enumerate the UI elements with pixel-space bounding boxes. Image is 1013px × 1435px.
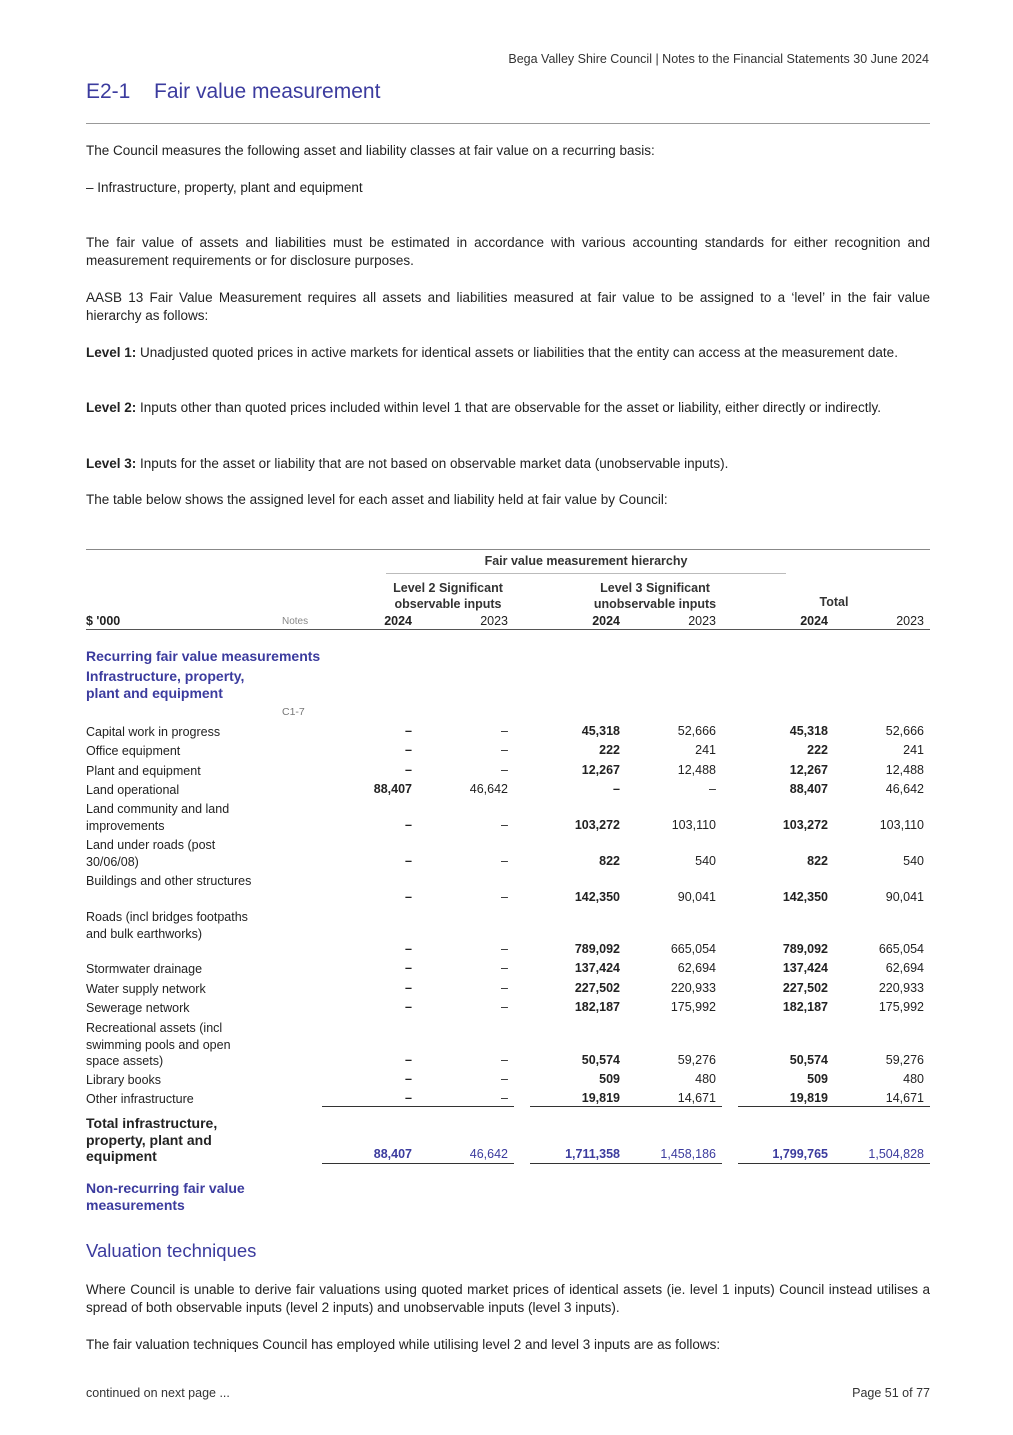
total-rule — [738, 1163, 930, 1164]
group-header: Fair value measurement hierarchy — [484, 554, 688, 568]
row-label: Land under roads (post 30/06/08) — [86, 838, 216, 869]
table-cell: 50,574 — [789, 1053, 828, 1067]
table-intro-paragraph: The table below shows the assigned level for each asset and liability held at fair value by Council: — [86, 492, 668, 507]
table-cell: 241 — [695, 743, 716, 757]
unit-label: $ '000 — [86, 614, 121, 628]
row-label: Stormwater drainage — [86, 962, 203, 976]
table-cell: – — [405, 981, 412, 995]
table-cell: – — [405, 1053, 412, 1067]
row-label: Library books — [86, 1073, 162, 1087]
table-cell: 46,642 — [885, 782, 924, 796]
level2-text: Inputs other than quoted prices included within level 1 that are observable for the asset or liability, either directly or indirectly. — [140, 400, 881, 415]
valuation-techniques-paragraph: The fair valuation techniques Council has employed while utilising level 2 and level 3 inputs are as follows: — [86, 1337, 721, 1352]
year-header: 2023 — [896, 614, 924, 628]
row-label: Roads (incl bridges footpaths and bulk earthworks) — [86, 910, 248, 941]
row-label: Land community and land improvements — [86, 802, 230, 833]
estimation-paragraph: The fair value of assets and liabilities must be estimated in accordance with various accounting standards for either recognition and measurement requirements or for disclosure purposes. — [86, 235, 930, 268]
table-cell: – — [501, 1000, 508, 1014]
table-cell: 220,933 — [878, 981, 924, 995]
table-cell: 45,318 — [581, 724, 620, 738]
level3-paragraph — [86, 455, 930, 473]
table-cell: 88,407 — [789, 782, 828, 796]
table-cell: 14,671 — [677, 1091, 716, 1105]
total-cell: 46,642 — [469, 1147, 508, 1161]
table-cell: – — [405, 961, 412, 975]
table-cell: 12,488 — [885, 763, 924, 777]
table-cell: – — [501, 981, 508, 995]
table-cell: – — [405, 724, 412, 738]
table-cell: 220,933 — [670, 981, 716, 995]
table-cell: 182,187 — [574, 1000, 620, 1014]
table-cell: – — [501, 817, 508, 832]
level3-text: Inputs for the asset or liability that are not based on observable market data (unobservable inputs). — [140, 456, 729, 471]
table-cell: 103,272 — [782, 817, 828, 832]
table-cell: 12,267 — [789, 763, 828, 777]
recurring-heading: Recurring fair value measurements — [86, 648, 321, 664]
table-cell: 540 — [695, 853, 716, 868]
notes-header: Notes — [282, 616, 309, 627]
total-cell: 1,711,358 — [565, 1147, 620, 1161]
table-cell: – — [501, 889, 508, 904]
total-cell: 1,504,828 — [868, 1147, 924, 1161]
table-cell: 822 — [599, 853, 620, 868]
table-cell: 142,350 — [574, 889, 620, 904]
row-label: Buildings and other structures — [86, 874, 252, 888]
table-cell: 789,092 — [574, 942, 620, 956]
total-cell: 1,799,765 — [772, 1147, 828, 1161]
row-label: Recreational assets (incl swimming pools and open space assets) — [86, 1021, 231, 1068]
table-cell: – — [501, 743, 508, 757]
table-cell: 137,424 — [574, 961, 620, 975]
col-level3-header: Level 3 Significant unobservable inputs — [593, 581, 717, 611]
table-cell: 175,992 — [878, 1000, 924, 1014]
section-heading — [86, 80, 380, 104]
table-cell: – — [405, 889, 412, 904]
table-cell: 509 — [807, 1072, 828, 1086]
total-label: Total infrastructure, property, plant and equipment — [86, 1115, 218, 1164]
table-cell: 665,054 — [670, 942, 716, 956]
table-cell: 19,819 — [581, 1091, 620, 1105]
table-cell: 480 — [903, 1072, 924, 1086]
row-label: Plant and equipment — [86, 764, 201, 778]
table-cell: 59,276 — [677, 1053, 716, 1067]
table-cell: 822 — [807, 853, 828, 868]
footer-continued: continued on next page ... — [86, 1386, 230, 1400]
table-cell: 227,502 — [574, 981, 620, 995]
table-cell: 509 — [599, 1072, 620, 1086]
table-cell: – — [501, 724, 508, 738]
row-label: Other infrastructure — [86, 1092, 194, 1106]
aasb13-paragraph: AASB 13 Fair Value Measurement requires all assets and liabilities measured at fair value to be assigned to a ‘level’ in the fair value hierarchy as follows: — [86, 290, 930, 323]
table-cell: 227,502 — [782, 981, 828, 995]
row-label: Capital work in progress — [86, 725, 221, 739]
row-label: Sewerage network — [86, 1001, 190, 1015]
year-header: 2023 — [688, 614, 716, 628]
total-cell: 1,458,186 — [660, 1147, 716, 1161]
table-cell: – — [405, 763, 412, 777]
level3-label: Level 3: — [86, 456, 137, 471]
level2-paragraph — [86, 399, 930, 417]
table-cell: 62,694 — [677, 961, 716, 975]
table-cell: – — [501, 942, 508, 956]
table-cell: 665,054 — [878, 942, 924, 956]
table-cell: – — [405, 743, 412, 757]
table-cell: 137,424 — [782, 961, 828, 975]
table-cell: 789,092 — [782, 942, 828, 956]
nonrecurring-heading: Non-recurring fair value measurements — [86, 1180, 245, 1213]
table-cell: 90,041 — [677, 889, 716, 904]
col-total-header: Total — [819, 595, 849, 609]
row-label: Office equipment — [86, 744, 181, 758]
table-cell: 62,694 — [885, 961, 924, 975]
table-cell: – — [405, 853, 412, 868]
level2-label: Level 2: — [86, 400, 137, 415]
table-cell: 540 — [903, 853, 924, 868]
table-cell: – — [501, 853, 508, 868]
table-cell: – — [709, 782, 716, 796]
year-header: 2024 — [800, 614, 828, 628]
table-cell: – — [405, 1091, 412, 1105]
table-cell: 46,642 — [469, 782, 508, 796]
table-cell: – — [405, 942, 412, 956]
level1-label: Level 1: — [86, 345, 137, 360]
year-header: 2023 — [480, 614, 508, 628]
total-cell: 88,407 — [373, 1147, 412, 1161]
table-cell: 50,574 — [581, 1053, 620, 1067]
table-cell: – — [501, 763, 508, 777]
valuation-heading: Valuation techniques — [86, 1240, 257, 1261]
header-bottom-rule — [86, 629, 930, 630]
group-header-rule — [386, 573, 786, 574]
asset-class-item: – Infrastructure, property, plant and equipment — [86, 180, 363, 195]
table-cell: 19,819 — [789, 1091, 828, 1105]
table-cell: 480 — [695, 1072, 716, 1086]
table-cell: 182,187 — [782, 1000, 828, 1014]
level1-text: Unadjusted quoted prices in active markets for identical assets or liabilities that the entity can access at the measurement date. — [140, 345, 898, 360]
table-cell: 45,318 — [789, 724, 828, 738]
table-cell: 88,407 — [373, 782, 412, 796]
table-cell: 142,350 — [782, 889, 828, 904]
table-cell: 12,488 — [677, 763, 716, 777]
page-header: Bega Valley Shire Council | Notes to the Financial Statements 30 June 2024 — [508, 52, 929, 66]
table-cell: 103,272 — [574, 817, 620, 832]
table-cell: – — [501, 961, 508, 975]
intro-paragraph: The Council measures the following asset and liability classes at fair value on a recurring basis: — [86, 143, 655, 158]
table-cell: 103,110 — [671, 817, 716, 832]
total-rule — [322, 1163, 514, 1164]
row-label: Land operational — [86, 783, 180, 797]
table-cell: 52,666 — [677, 724, 716, 738]
table-cell: – — [501, 1072, 508, 1086]
table-cell: 222 — [599, 743, 620, 757]
table-cell: – — [405, 1072, 412, 1086]
subtotal-rule — [530, 1106, 722, 1107]
ippe-note-ref: C1-7 — [282, 706, 305, 718]
table-cell: 103,110 — [879, 817, 924, 832]
footer-page-number: Page 51 of 77 — [852, 1386, 930, 1400]
table-cell: – — [613, 782, 620, 796]
table-cell: – — [501, 1091, 508, 1105]
table-cell: – — [405, 1000, 412, 1014]
subtotal-rule — [738, 1106, 930, 1107]
row-label: Water supply network — [86, 982, 206, 996]
total-rule — [530, 1163, 722, 1164]
section-title: Fair value measurement — [154, 80, 381, 103]
table-cell: 14,671 — [885, 1091, 924, 1105]
table-cell: 90,041 — [885, 889, 924, 904]
ippe-heading: Infrastructure, property, plant and equipment — [86, 668, 245, 701]
section-number: E2-1 — [86, 80, 131, 103]
table-cell: – — [405, 817, 412, 832]
subtotal-rule — [322, 1106, 514, 1107]
level1-paragraph — [86, 344, 930, 362]
heading-rule — [86, 123, 930, 124]
table-cell: 59,276 — [885, 1053, 924, 1067]
table-cell: 241 — [903, 743, 924, 757]
table-cell: 12,267 — [581, 763, 620, 777]
table-cell: – — [501, 1053, 508, 1067]
col-level2-header: Level 2 Significant observable inputs — [393, 581, 503, 611]
table-top-rule — [86, 549, 930, 550]
table-cell: 52,666 — [885, 724, 924, 738]
year-header: 2024 — [592, 614, 620, 628]
table-cell: 175,992 — [670, 1000, 716, 1014]
valuation-paragraph: Where Council is unable to derive fair valuations using quoted market prices of identical assets (ie. level 1 inputs) Council instead utilises a spread of both observable inputs (level 2 inputs) and unobservable inputs (level 3 inputs). — [86, 1282, 930, 1315]
year-header: 2024 — [384, 614, 412, 628]
table-cell: 222 — [807, 743, 828, 757]
